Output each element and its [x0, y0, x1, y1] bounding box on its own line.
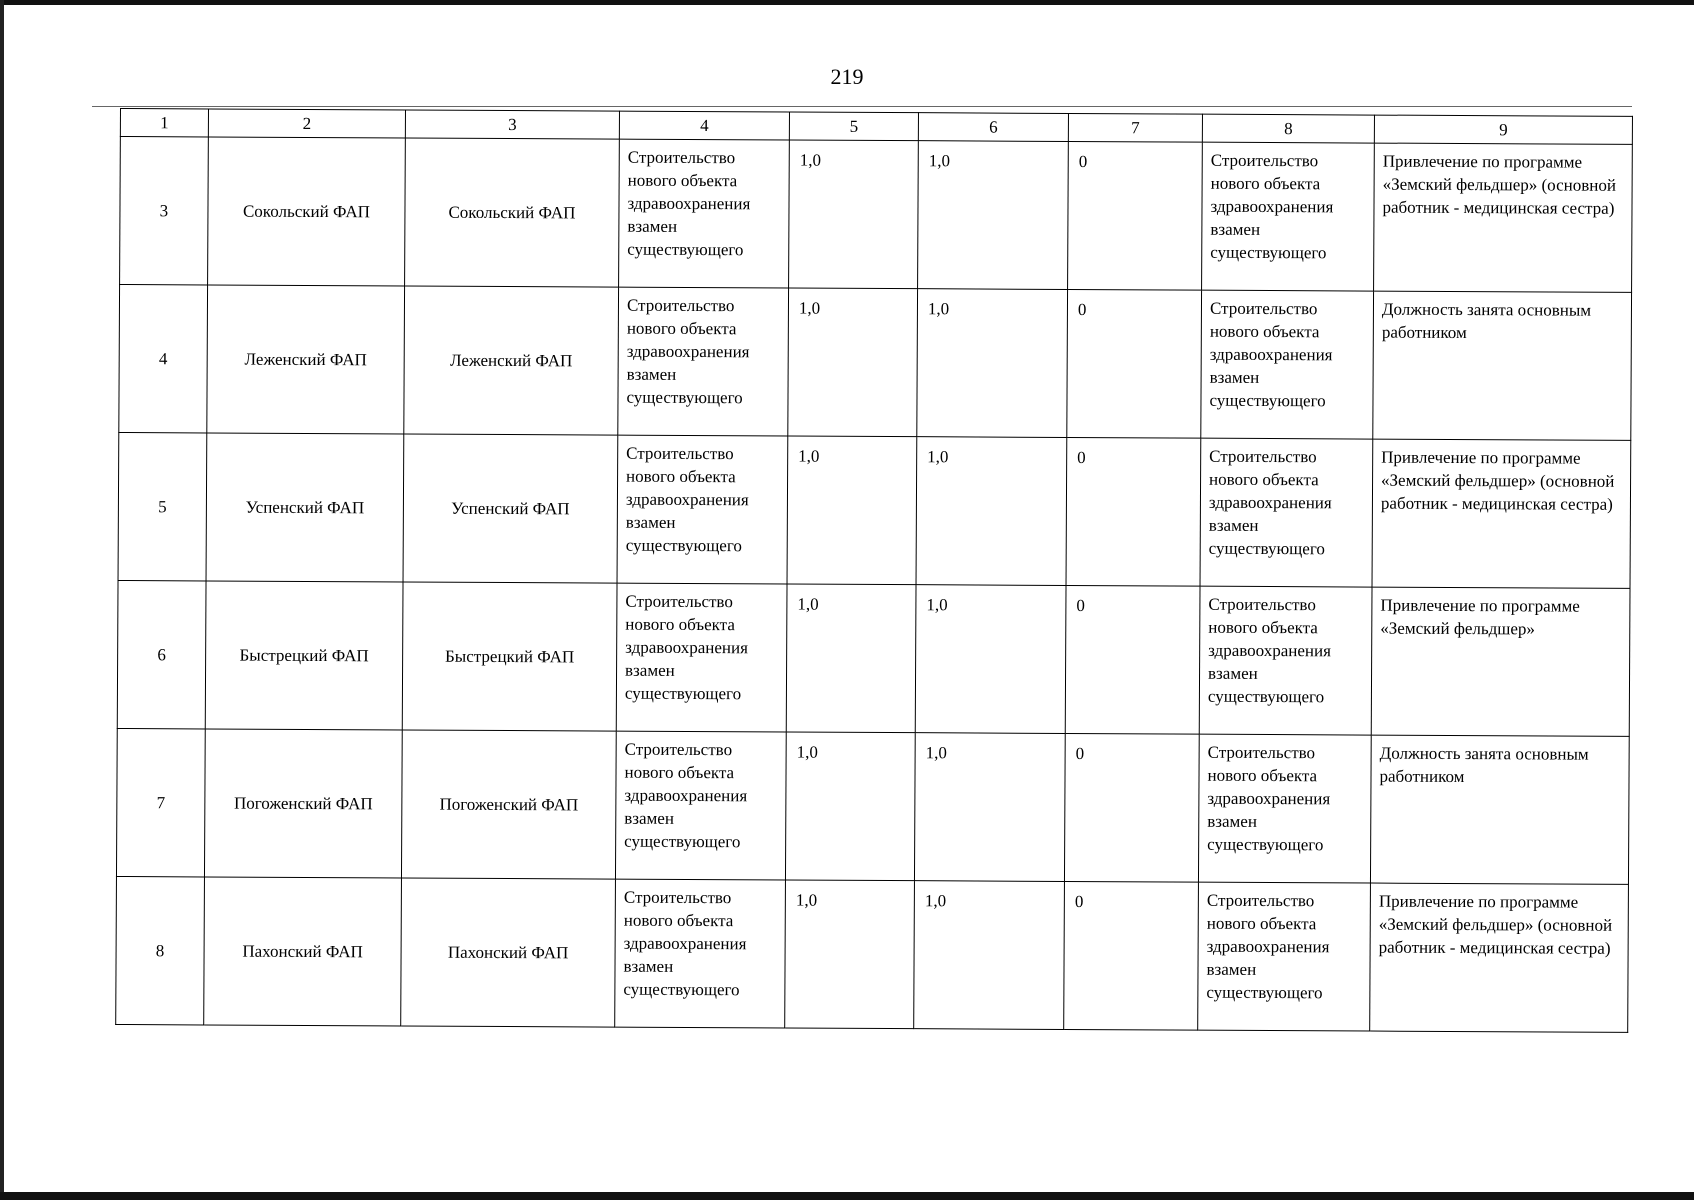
value-col5: 1,0 — [785, 732, 915, 881]
result-cell: Строительство нового объекта здравоохранения взамен существующего — [1198, 734, 1371, 883]
value-col7: 0 — [1064, 881, 1199, 1030]
page-number: 219 — [830, 64, 864, 89]
column-header: 2 — [208, 109, 405, 138]
value-col5: 1,0 — [786, 584, 916, 733]
column-header: 9 — [1374, 115, 1632, 144]
table-row — [116, 876, 1629, 1032]
column-header: 4 — [619, 111, 789, 140]
unit-name: Пахонский ФАП — [401, 878, 616, 1027]
row-number: 4 — [119, 285, 208, 433]
value-col6: 1,0 — [916, 437, 1067, 586]
scan-bottom-border — [0, 1192, 1694, 1200]
table-row — [120, 137, 1633, 293]
result-cell: Строительство нового объекта здравоохранения взамен существующего — [1199, 586, 1372, 735]
note-cell: Привлечение по программе «Земский фельдшер» (основной работник - медицинская сестра) — [1372, 439, 1631, 588]
note-cell: Привлечение по программе «Земский фельдшер» — [1371, 587, 1630, 736]
activity-cell: Строительство нового объекта здравоохранения взамен существующего — [615, 879, 786, 1028]
activity-cell: Строительство нового объекта здравоохранения взамен существующего — [619, 139, 790, 288]
value-col6: 1,0 — [914, 733, 1065, 882]
activity-cell: Строительство нового объекта здравоохранения взамен существующего — [617, 435, 788, 584]
unit-name: Быстрецкий ФАП — [402, 582, 617, 731]
row-number: 3 — [120, 137, 209, 285]
value-col6: 1,0 — [915, 585, 1066, 734]
value-col5: 1,0 — [785, 880, 915, 1029]
facility-name: Пахонский ФАП — [204, 877, 402, 1026]
note-cell: Должность занята основным работником — [1370, 735, 1629, 884]
column-header: 3 — [405, 110, 619, 139]
column-header: 8 — [1202, 114, 1374, 143]
table-row — [117, 580, 1630, 736]
scan-left-border — [0, 0, 4, 1200]
table-row — [116, 728, 1629, 884]
unit-name: Успенский ФАП — [403, 434, 618, 583]
activity-cell: Строительство нового объекта здравоохранения взамен существующего — [618, 287, 789, 436]
unit-name: Сокольский ФАП — [405, 138, 620, 287]
table-row — [119, 285, 1632, 441]
value-col7: 0 — [1066, 437, 1201, 586]
value-col6: 1,0 — [918, 141, 1069, 290]
note-cell: Привлечение по программе «Земский фельдшер» (основной работник - медицинская сестра) — [1370, 883, 1629, 1032]
activity-cell: Строительство нового объекта здравоохранения взамен существующего — [615, 731, 786, 880]
data-table — [115, 108, 1633, 1033]
value-col6: 1,0 — [917, 289, 1068, 438]
note-cell: Должность занята основным работником — [1373, 291, 1632, 440]
value-col5: 1,0 — [789, 140, 919, 289]
value-col7: 0 — [1068, 141, 1203, 290]
column-header: 7 — [1068, 113, 1202, 142]
row-number: 7 — [116, 728, 205, 876]
value-col7: 0 — [1064, 733, 1199, 882]
value-col5: 1,0 — [787, 436, 917, 585]
header-rule — [92, 106, 1632, 107]
value-col5: 1,0 — [788, 288, 918, 437]
row-number: 5 — [118, 432, 207, 580]
column-header: 1 — [120, 109, 208, 137]
scan-top-border — [0, 0, 1694, 5]
result-cell: Строительство нового объекта здравоохранения взамен существующего — [1198, 882, 1371, 1031]
unit-name: Погоженский ФАП — [401, 730, 616, 879]
note-cell: Привлечение по программе «Земский фельдшер» (основной работник - медицинская сестра) — [1374, 143, 1633, 292]
facility-name: Леженский ФАП — [207, 285, 405, 434]
value-col7: 0 — [1065, 585, 1200, 734]
column-header: 5 — [789, 112, 918, 141]
table-row — [118, 432, 1631, 588]
facility-name: Успенский ФАП — [206, 433, 404, 582]
result-cell: Строительство нового объекта здравоохранения взамен существующего — [1202, 142, 1375, 291]
result-cell: Строительство нового объекта здравоохранения взамен существующего — [1201, 290, 1374, 439]
activity-cell: Строительство нового объекта здравоохранения взамен существующего — [616, 583, 787, 732]
row-number: 8 — [116, 876, 205, 1024]
value-col6: 1,0 — [914, 881, 1065, 1030]
facility-name: Быстрецкий ФАП — [205, 581, 403, 730]
facility-name: Погоженский ФАП — [204, 729, 402, 878]
facility-name: Сокольский ФАП — [208, 137, 406, 286]
result-cell: Строительство нового объекта здравоохранения взамен существующего — [1200, 438, 1373, 587]
row-number: 6 — [117, 580, 206, 728]
value-col7: 0 — [1067, 289, 1202, 438]
column-header: 6 — [918, 113, 1068, 142]
unit-name: Леженский ФАП — [404, 286, 619, 435]
